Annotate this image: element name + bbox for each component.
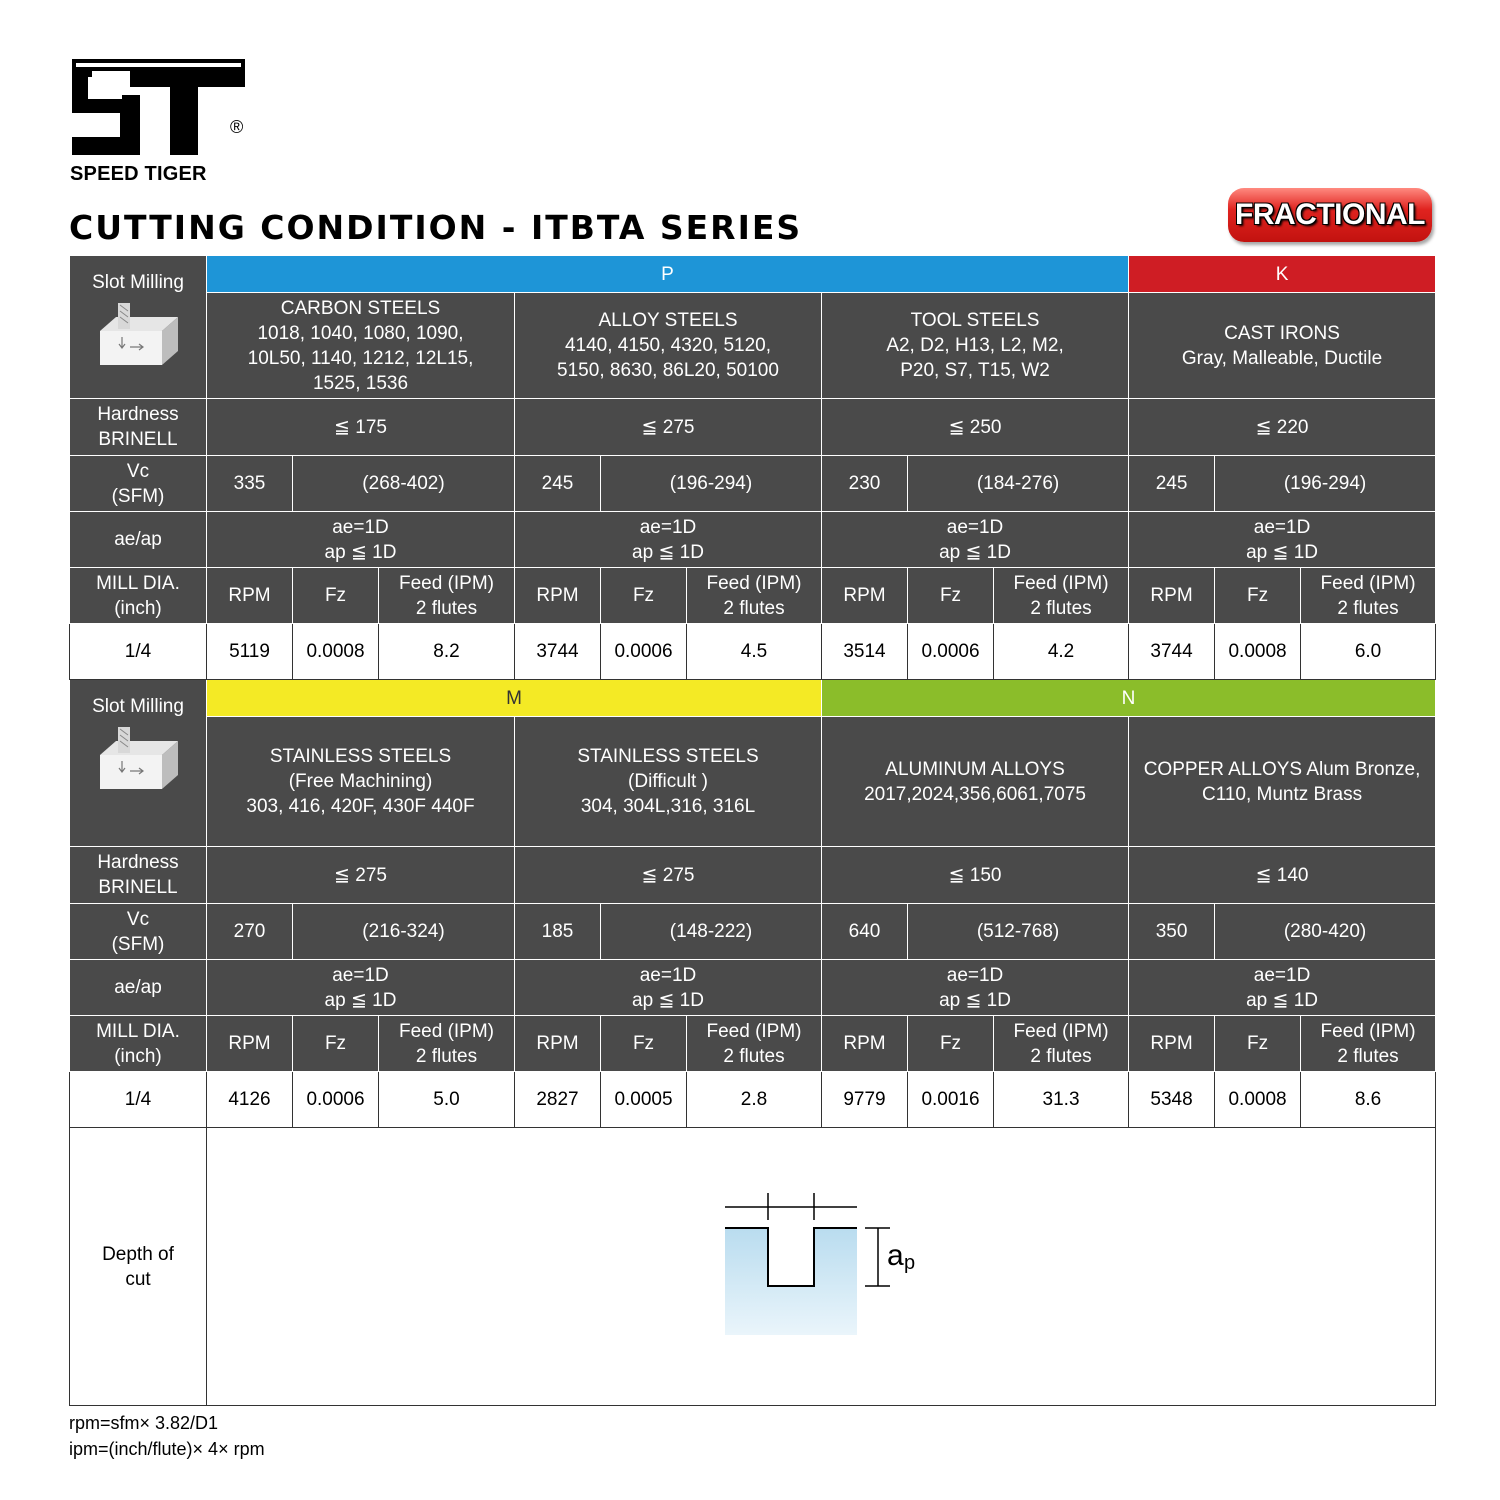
rpm-value: 3514 (822, 624, 908, 680)
hardness-value: ≦ 275 (515, 399, 822, 456)
speed-tiger-logo (70, 55, 250, 190)
feed-header: Feed (IPM) 2 flutes (994, 1016, 1129, 1072)
vc-range: (196-294) (601, 456, 822, 512)
feed-value: 4.5 (687, 624, 822, 680)
ae-ap-label: ae/ap (70, 512, 207, 568)
vc-range: (184-276) (908, 456, 1129, 512)
page-title: CUTTING CONDITION - ITBTA SERIES (69, 208, 803, 247)
vc-range: (196-294) (1215, 456, 1436, 512)
fz-value: 0.0006 (601, 624, 687, 680)
fractional-badge (1228, 188, 1432, 242)
ae-ap-value: ae=1D ap ≦ 1D (515, 960, 822, 1016)
feed-value: 8.6 (1301, 1072, 1436, 1128)
group-band-m: M (207, 680, 822, 717)
ae-ap-value: ae=1D ap ≦ 1D (822, 960, 1129, 1016)
ae-ap-value: ae=1D ap ≦ 1D (515, 512, 822, 568)
footnote-rpm: rpm=sfm× 3.82/D1 (69, 1413, 219, 1433)
rpm-value: 3744 (1129, 624, 1215, 680)
ae-ap-value: ae=1D ap ≦ 1D (207, 512, 515, 568)
hardness-value: ≦ 250 (822, 399, 1129, 456)
fz-header: Fz (1215, 568, 1301, 624)
rpm-header: RPM (515, 568, 601, 624)
fz-value: 0.0006 (908, 624, 994, 680)
footnote-ipm: ipm=(inch/flute)× 4× rpm (69, 1439, 265, 1459)
group-band-p: P (207, 256, 1129, 293)
st-logo-icon (70, 55, 250, 163)
vc-value: 245 (1129, 456, 1215, 512)
rpm-header: RPM (207, 568, 293, 624)
feed-value: 4.2 (994, 624, 1129, 680)
vc-range: (512-768) (908, 904, 1129, 960)
rpm-header: RPM (515, 1016, 601, 1072)
hardness-value: ≦ 175 (207, 399, 515, 456)
brand-name: SPEED TIGER (70, 163, 207, 185)
mill-dia-label: MILL DIA. (inch) (70, 568, 207, 624)
slot-milling-icon (96, 303, 180, 367)
fz-header: Fz (1215, 1016, 1301, 1072)
feed-value: 2.8 (687, 1072, 822, 1128)
ap-subscript: p (904, 1252, 916, 1274)
ae-ap-label: ae/ap (70, 960, 207, 1016)
feed-header: Feed (IPM) 2 flutes (687, 568, 822, 624)
fz-header: Fz (908, 1016, 994, 1072)
material-stainless-difficult: STAINLESS STEELS (Difficult ) 304, 304L,316, 316L (515, 717, 822, 847)
mill-dia-label: MILL DIA. (inch) (70, 1016, 207, 1072)
hardness-label: Hardness BRINELL (70, 847, 207, 904)
fz-value: 0.0016 (908, 1072, 994, 1128)
feed-value: 5.0 (379, 1072, 515, 1128)
vc-value: 245 (515, 456, 601, 512)
ae-ap-value: ae=1D ap ≦ 1D (822, 512, 1129, 568)
vc-value: 270 (207, 904, 293, 960)
rpm-value: 2827 (515, 1072, 601, 1128)
fz-value: 0.0008 (293, 624, 379, 680)
registered-mark: ® (230, 117, 244, 137)
slot-milling-cell (70, 680, 207, 847)
rpm-header: RPM (1129, 568, 1215, 624)
feed-value: 8.2 (379, 624, 515, 680)
slot-milling-label: Slot Milling (92, 272, 184, 293)
rpm-header: RPM (207, 1016, 293, 1072)
hardness-value: ≦ 275 (515, 847, 822, 904)
vc-value: 335 (207, 456, 293, 512)
fz-header: Fz (601, 568, 687, 624)
material-tool-steels: TOOL STEELS A2, D2, H13, L2, M2, P20, S7, T15, W2 (822, 293, 1129, 399)
hardness-value: ≦ 275 (207, 847, 515, 904)
feed-header: Feed (IPM) 2 flutes (1301, 1016, 1436, 1072)
vc-range: (148-222) (601, 904, 822, 960)
fz-value: 0.0008 (1215, 624, 1301, 680)
material-cast-irons: CAST IRONS Gray, Malleable, Ductile (1129, 293, 1436, 399)
rpm-value: 5119 (207, 624, 293, 680)
ae-ap-value: ae=1D ap ≦ 1D (1129, 512, 1436, 568)
vc-label: Vc (SFM) (70, 904, 207, 960)
depth-of-cut-label: Depth of cut (70, 1128, 207, 1406)
fz-value: 0.0006 (293, 1072, 379, 1128)
material-stainless-free: STAINLESS STEELS (Free Machining) 303, 416, 420F, 430F 440F (207, 717, 515, 847)
ae-ap-value: ae=1D ap ≦ 1D (1129, 960, 1436, 1016)
feed-header: Feed (IPM) 2 flutes (379, 1016, 515, 1072)
feed-value: 6.0 (1301, 624, 1436, 680)
fz-header: Fz (293, 1016, 379, 1072)
rpm-header: RPM (822, 1016, 908, 1072)
vc-value: 350 (1129, 904, 1215, 960)
fz-value: 0.0005 (601, 1072, 687, 1128)
rpm-header: RPM (1129, 1016, 1215, 1072)
badge-label: FRACTIONAL (1235, 198, 1425, 231)
vc-range: (280-420) (1215, 904, 1436, 960)
material-aluminum-alloys: ALUMINUM ALLOYS 2017,2024,356,6061,7075 (822, 717, 1129, 847)
hardness-value: ≦ 220 (1129, 399, 1436, 456)
material-copper-alloys: COPPER ALLOYS Alum Bronze, C110, Muntz Brass (1129, 717, 1436, 847)
fz-header: Fz (601, 1016, 687, 1072)
fz-header: Fz (908, 568, 994, 624)
vc-value: 185 (515, 904, 601, 960)
slot-milling-icon (96, 727, 180, 791)
mill-dia-value: 1/4 (70, 624, 207, 680)
vc-range: (216-324) (293, 904, 515, 960)
slot-milling-label: Slot Milling (92, 696, 184, 717)
material-alloy-steels: ALLOY STEELS 4140, 4150, 4320, 5120, 5150, 8630, 86L20, 50100 (515, 293, 822, 399)
slot-milling-cell (70, 256, 207, 399)
vc-value: 640 (822, 904, 908, 960)
fz-value: 0.0008 (1215, 1072, 1301, 1128)
hardness-value: ≦ 140 (1129, 847, 1436, 904)
rpm-value: 9779 (822, 1072, 908, 1128)
group-band-k: K (1129, 256, 1436, 293)
vc-range: (268-402) (293, 456, 515, 512)
rpm-value: 4126 (207, 1072, 293, 1128)
mill-dia-value: 1/4 (70, 1072, 207, 1128)
hardness-label: Hardness BRINELL (70, 399, 207, 456)
feed-header: Feed (IPM) 2 flutes (994, 568, 1129, 624)
feed-header: Feed (IPM) 2 flutes (1301, 568, 1436, 624)
rpm-value: 3744 (515, 624, 601, 680)
feed-header: Feed (IPM) 2 flutes (687, 1016, 822, 1072)
depth-of-cut-diagram (720, 1190, 940, 1340)
vc-label: Vc (SFM) (70, 456, 207, 512)
hardness-value: ≦ 150 (822, 847, 1129, 904)
feed-value: 31.3 (994, 1072, 1129, 1128)
ae-ap-value: ae=1D ap ≦ 1D (207, 960, 515, 1016)
ap-label: a (887, 1239, 904, 1272)
material-carbon-steels: CARBON STEELS 1018, 1040, 1080, 1090, 10L50, 1140, 1212, 12L15, 1525, 1536 (207, 293, 515, 399)
fz-header: Fz (293, 568, 379, 624)
rpm-header: RPM (822, 568, 908, 624)
rpm-value: 5348 (1129, 1072, 1215, 1128)
vc-value: 230 (822, 456, 908, 512)
feed-header: Feed (IPM) 2 flutes (379, 568, 515, 624)
group-band-n: N (822, 680, 1436, 717)
